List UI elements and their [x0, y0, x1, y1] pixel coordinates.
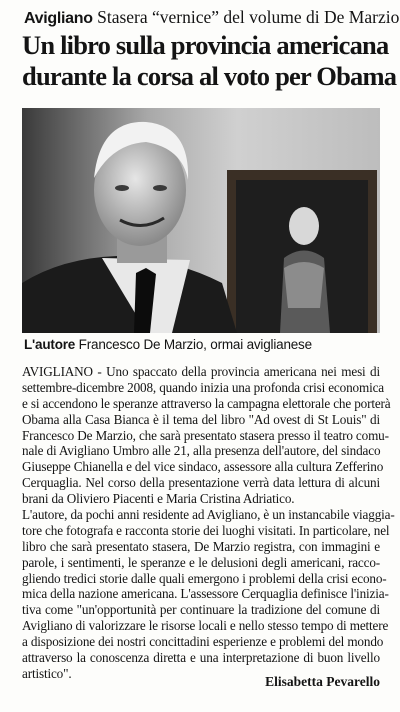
caption-lead: L'autore — [24, 337, 76, 352]
body-line: a disposizione dei nostri concittadini esperienze e problemi del mondo — [22, 634, 384, 650]
body-line: Avigliano di valorizzare le risorse locali e nello stesso tempo di mettere — [22, 618, 389, 634]
body-line: tore che fotografa e racconta storie dei luoghi visitati. In particolare, nel — [22, 522, 390, 538]
body-line: L'autore, da pochi anni residente ad Avigliano, è un instancabile viaggia- — [22, 507, 395, 523]
headline — [22, 30, 397, 92]
body-line: settembre-dicembre 2008, quando inizia una profonda crisi economica — [22, 379, 384, 395]
kicker — [24, 7, 400, 29]
body-line: attraverso la conoscenza diretta e una interpretazione di buon livello — [22, 650, 380, 666]
body-line: gliendo tredici storie dalle quali emergono i problemi della crisi econo- — [22, 570, 387, 586]
body-line: brani da Oliviero Piacenti e Maria Cristina Adriatico. — [22, 491, 295, 507]
body-line: e si accendono le speranze attraverso la campagna elettorale che porterà — [22, 395, 391, 411]
body-line: artistico". — [22, 665, 72, 681]
body-line: Cerquaglia. Nel corso della presentazione verrà data lettura di alcuni — [22, 475, 380, 491]
caption-text: Francesco De Marzio, ormai aviglianese — [75, 337, 312, 352]
article-photo — [22, 108, 380, 333]
body-line: nale di Avigliano Umbro alle 21, alla presenza dell'autore, del sindaco — [22, 443, 381, 459]
byline: Elisabetta Pevarello — [265, 674, 380, 689]
body-line: Obama alla Casa Bianca è il tema del libro "Ad ovest di St Louis" di — [22, 411, 380, 427]
photo-caption — [24, 336, 384, 354]
body-line: parole, i sentimenti, le speranze e le delusioni degli americani, racco- — [22, 554, 380, 570]
photo-portrait-with-painting — [22, 108, 380, 333]
headline-line-2: durante la corsa al voto per Obama — [22, 61, 397, 91]
kicker-place: Avigliano — [24, 10, 93, 27]
article-body — [22, 364, 395, 682]
body-line: AVIGLIANO - Uno spaccato della provincia americana nei mesi di — [22, 364, 380, 379]
body-line: libro che sarà presentato stasera, De Marzio registra, con immagini e — [22, 538, 380, 554]
body-line: mica della nazione americana. L'assessore Cerquaglia definisce l'inizia- — [22, 586, 389, 602]
body-line: Giuseppe Chianella e del vice sindaco, assessore alla cultura Zefferino — [22, 459, 384, 475]
body-line: Francesco De Marzio, che sarà presentato stasera presso il teatro comu- — [22, 427, 389, 443]
body-line: tiva come "un'opportunità per continuare la tradizione del comune di — [22, 602, 380, 618]
kicker-subtitle: Stasera “vernice” del volume di De Marzio — [97, 7, 400, 27]
headline-line-1: Un libro sulla provincia americana — [22, 30, 389, 60]
